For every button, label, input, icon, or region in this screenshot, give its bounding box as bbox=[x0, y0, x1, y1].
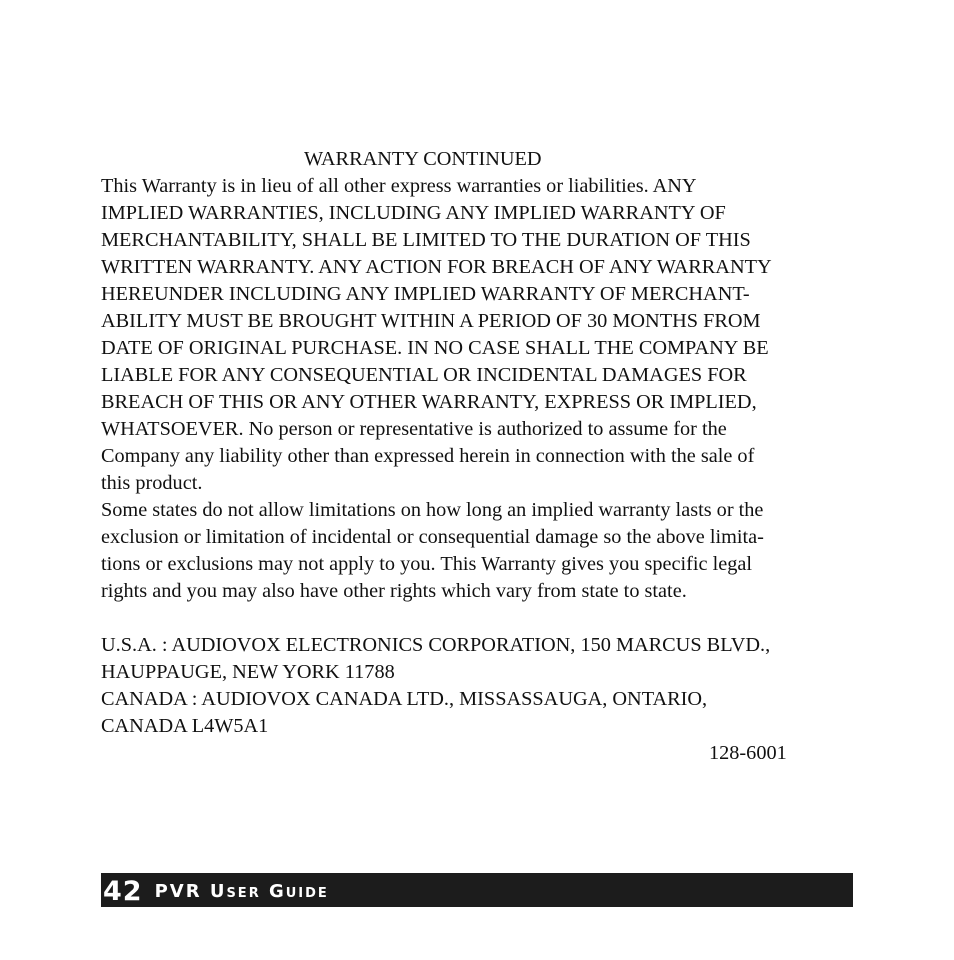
text-line: DATE OF ORIGINAL PURCHASE. IN NO CASE SHALL THE COMPANY BE bbox=[101, 337, 769, 359]
text-line: LIABLE FOR ANY CONSEQUENTIAL OR INCIDENTAL DAMAGES FOR bbox=[101, 364, 747, 386]
section-heading: WARRANTY CONTINUED bbox=[304, 148, 542, 170]
page-number: 42 bbox=[103, 876, 143, 907]
text-line: tions or exclusions may not apply to you. This Warranty gives you specific legal bbox=[101, 553, 753, 575]
part-number: 128-6001 bbox=[709, 742, 787, 764]
address-line: HAUPPAUGE, NEW YORK 11788 bbox=[101, 661, 395, 683]
text-line: rights and you may also have other rights which vary from state to state. bbox=[101, 580, 687, 602]
text-line: Some states do not allow limitations on how long an implied warranty lasts or the bbox=[101, 499, 764, 521]
text-line: BREACH OF THIS OR ANY OTHER WARRANTY, EXPRESS OR IMPLIED, bbox=[101, 391, 757, 413]
text-line: MERCHANTABILITY, SHALL BE LIMITED TO THE DURATION OF THIS bbox=[101, 229, 751, 251]
text-line: this product. bbox=[101, 472, 203, 494]
text-line: This Warranty is in lieu of all other express warranties or liabilities. ANY bbox=[101, 175, 697, 197]
warranty-paragraph-1 bbox=[101, 173, 861, 497]
text-line: IMPLIED WARRANTIES, INCLUDING ANY IMPLIED WARRANTY OF bbox=[101, 202, 726, 224]
address-block bbox=[101, 632, 861, 740]
text-line: ABILITY MUST BE BROUGHT WITHIN A PERIOD OF 30 MONTHS FROM bbox=[101, 310, 761, 332]
text-line: Company any liability other than expressed herein in connection with the sale of bbox=[101, 445, 755, 467]
document-body bbox=[101, 146, 861, 767]
page-footer-bar bbox=[101, 873, 853, 907]
text-line: WHATSOEVER. No person or representative is authorized to assume for the bbox=[101, 418, 727, 440]
text-line: HEREUNDER INCLUDING ANY IMPLIED WARRANTY OF MERCHANT- bbox=[101, 283, 750, 305]
warranty-paragraph-2 bbox=[101, 497, 861, 605]
text-line: WRITTEN WARRANTY. ANY ACTION FOR BREACH OF ANY WARRANTY bbox=[101, 256, 772, 278]
address-line: CANADA : AUDIOVOX CANADA LTD., MISSASSAUGA, ONTARIO, bbox=[101, 688, 708, 710]
spacer bbox=[101, 605, 861, 632]
address-line: CANADA L4W5A1 bbox=[101, 715, 269, 737]
guide-title: PVR User Guide bbox=[154, 881, 329, 902]
address-line: U.S.A. : AUDIOVOX ELECTRONICS CORPORATION, 150 MARCUS BLVD., bbox=[101, 634, 771, 656]
text-line: exclusion or limitation of incidental or consequential damage so the above limita- bbox=[101, 526, 764, 548]
